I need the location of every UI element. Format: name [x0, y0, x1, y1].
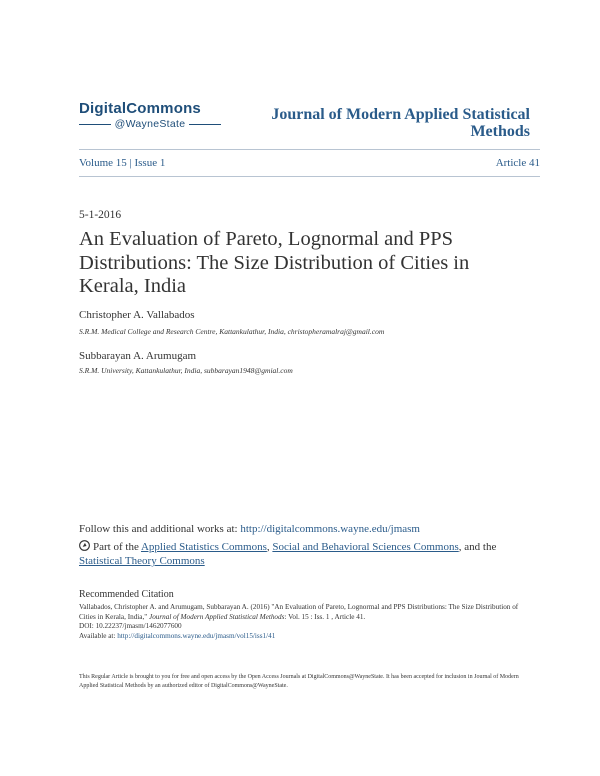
- logo-bottom-row: [79, 118, 221, 130]
- logo-bottom-text: @WayneState: [114, 118, 186, 130]
- logo-top-text: DigitalCommons: [79, 100, 201, 117]
- statistical-theory-commons-link[interactable]: Statistical Theory Commons: [79, 555, 205, 567]
- citation-block: [79, 603, 529, 641]
- part-of-and: , and the: [458, 541, 497, 553]
- available-label: Available at:: [79, 631, 116, 640]
- available-url-link[interactable]: http://digitalcommons.wayne.edu/jmasm/vol15/iss1/41: [117, 631, 276, 640]
- follow-url-link[interactable]: http://digitalcommons.wayne.edu/jmasm: [240, 523, 420, 535]
- recommended-citation-heading: Recommended Citation: [79, 589, 174, 600]
- citation-volume: : Vol. 15 : Iss. 1 , Article 41.: [284, 612, 366, 621]
- logo-rule-right: [189, 124, 221, 125]
- header-divider-top: [79, 149, 540, 150]
- digitalcommons-logo[interactable]: [79, 101, 221, 130]
- social-behavioral-sciences-commons-link[interactable]: Social and Behavioral Sciences Commons: [272, 541, 459, 553]
- publication-date: 5-1-2016: [79, 209, 122, 221]
- author-affiliation: S.R.M. Medical College and Research Centre, Kattankulathur, India, christopheramalraj@gmail.com: [79, 327, 385, 336]
- author-affiliation: S.R.M. University, Kattankulathur, India, subbarayan1948@gmial.com: [79, 366, 293, 375]
- journal-title[interactable]: Journal of Modern Applied Statistical Methods: [271, 106, 530, 140]
- follow-label: Follow this and additional works at:: [79, 523, 238, 535]
- article-title: An Evaluation of Pareto, Lognormal and PPS Distributions: The Size Distribution of Cities in Kerala, India: [79, 228, 470, 297]
- citation-journal: Journal of Modern Applied Statistical Methods: [149, 612, 285, 621]
- citation-doi: DOI: 10.22237/jmasm/1462077600: [79, 622, 182, 630]
- logo-rule-left: [79, 124, 111, 125]
- author-name: Christopher A. Vallabados: [79, 309, 195, 321]
- open-access-notice: This Regular Article is brought to you for free and open access by the Open Access Journals at DigitalCommons@WayneState. It has been accepted for inclusion in Journal of Modern Applied Statistical Methods by an authorized editor of DigitalCommons@WayneState.: [79, 674, 519, 689]
- part-of-line: [79, 540, 519, 568]
- applied-statistics-commons-link[interactable]: Applied Statistics Commons: [140, 541, 267, 553]
- header-divider-bottom: [79, 176, 540, 177]
- volume-issue-link[interactable]: Volume 15 | Issue 1: [79, 157, 166, 169]
- article-number: Article 41: [495, 157, 540, 169]
- author-name: Subbarayan A. Arumugam: [79, 350, 197, 362]
- citation-text: Vallabados, Christopher A. and Arumugam, Subbarayan A. (2016) "An Evaluation of Pareto, Lognormal and PPS Distributions: The Size Distribution of Cities in Kerala, India,": [79, 603, 519, 621]
- share-icon: [79, 540, 90, 551]
- part-of-prefix: Part of the: [93, 541, 139, 553]
- part-of-separator: ,: [266, 541, 270, 553]
- follow-line: [79, 523, 420, 535]
